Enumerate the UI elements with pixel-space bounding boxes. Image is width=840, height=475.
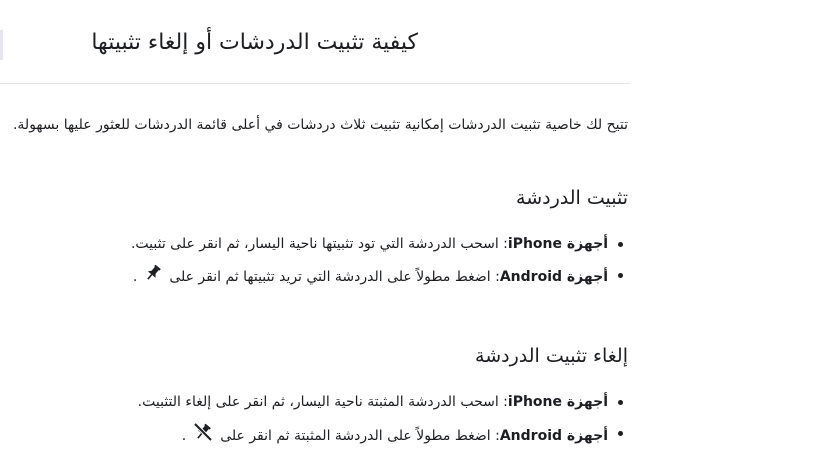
device-label: أجهزة iPhone bbox=[507, 236, 608, 252]
step-end: . bbox=[181, 428, 187, 444]
header bbox=[0, 0, 630, 84]
device-label: أجهزة Android bbox=[499, 269, 608, 285]
device-label: أجهزة Android bbox=[499, 428, 608, 444]
pin-section-heading: تثبيت الدردشة bbox=[516, 187, 628, 209]
pin-steps-list bbox=[131, 232, 608, 294]
step-text: : اسحب الدردشة التي تود تثبيتها ناحية اليسار، ثم انقر على تثبيت. bbox=[130, 236, 508, 252]
step-text: : اضغط مطولاً على الدردشة المثبتة ثم انقر على bbox=[220, 428, 500, 444]
unpin-steps-list bbox=[138, 390, 608, 452]
unpin-step-iphone bbox=[138, 390, 608, 421]
unpin-icon bbox=[192, 421, 214, 451]
step-text: : اضغط مطولاً على الدردشة التي تريد تثبيتها ثم انقر على bbox=[169, 269, 500, 285]
intro-text: تتيح لك خاصية تثبيت الدردشات إمكانية تثبيت ثلاث دردشات في أعلى قائمة الدردشات للعثور عليها بسهولة. bbox=[12, 117, 628, 133]
pin-step-iphone bbox=[131, 232, 608, 263]
pin-icon bbox=[143, 263, 163, 291]
page-title: كيفية تثبيت الدردشات أو إلغاء تثبيتها bbox=[91, 30, 418, 55]
unpin-section-heading: إلغاء تثبيت الدردشة bbox=[475, 345, 628, 367]
step-end: . bbox=[132, 269, 138, 285]
step-text: : اسحب الدردشة المثبتة ناحية اليسار، ثم انقر على إلغاء التثبيت. bbox=[137, 394, 508, 410]
device-label: أجهزة iPhone bbox=[507, 394, 608, 410]
unpin-step-android bbox=[138, 421, 608, 452]
pin-step-android bbox=[131, 263, 608, 294]
